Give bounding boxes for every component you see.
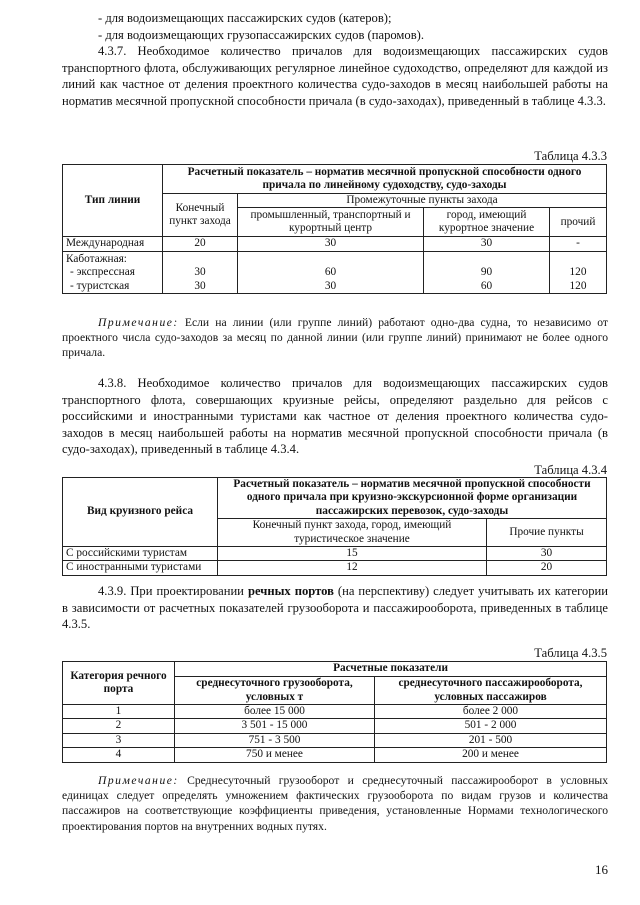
paragraph-4-3-7: 4.3.7. Необходимое количество причалов для водоизмещающих пассажирских судов транспортного флота, обслуживающих регулярное линейное судоходство, определяют для каждой из линий как частное от деления проектного количества судо-заходов в месяц наибольшей работы на норматив месячной пропускной способности причала (в судо-заходах), приведенный в таблице 4.3.3. [62,44,608,108]
header-main: Расчетный показатель – норматив месячной пропускной способности одного причала по линейному судоходству, судо-заходы [163,165,607,194]
table-row: Международная 20 30 30 - [63,237,607,251]
header-intermediate: Промежуточные пункты захода [238,194,607,208]
table-4-3-3 [62,164,607,294]
table-row: 3 751 - 3 500 201 - 500 [63,733,607,747]
table-row: С иностранными туристами 12 20 [63,561,607,575]
note-text: Среднесуточный грузооборот и среднесуточный пассажирооборот в условных единицах следует определять умножением фактических грузооборота по видам грузов и количества пассажиров на соответствующие коэффициенты приведения, установленные Нормами технологического проектирования портов на внутренних водных путях. [62,774,608,833]
table-caption: Таблица 4.3.3 [534,149,607,163]
header-final: Конечный пункт захода, город, имеющий туристическое значение [218,519,487,547]
note-1 [62,315,608,361]
header-final: Конечный пункт захода [163,194,238,237]
header-main: Расчетные показатели [175,662,607,677]
table-row: С российскими туристам 15 30 [63,547,607,561]
header-industrial: промышленный, транспортный и курортный центр [238,208,424,237]
header-cargo: среднесуточного грузооборота, условных т [175,677,375,705]
header-passenger: среднесуточного пассажирооборота, условных пассажиров [375,677,607,705]
paragraph-4-3-8: 4.3.8. Необходимое количество причалов для водоизмещающих пассажирских судов транспортного флота, совершающих круизные рейсы, определяют раздельно для рейсов с российскими и иностранными туристами как частное от деления проектного количества судо-заходов в месяц наибольшей работы на норматив месячной пропускной способности причала (в судо-заходах), приведенный в таблице 4.3.4. [62,376,608,457]
table-caption: Таблица 4.3.5 [534,646,607,660]
table-caption: Таблица 4.3.4 [534,463,607,477]
list-item: - для водоизмещающих пассажирских судов (катеров); [98,11,392,25]
header-cruise-kind: Вид круизного рейса [63,478,218,547]
header-line-type: Тип линии [63,165,163,237]
header-category: Категория речного порта [63,662,175,705]
table-row: 4 750 и менее 200 и менее [63,748,607,762]
note-2 [62,773,608,834]
paragraph-4-3-9: 4.3.9. При проектировании речных портов (на перспективу) следует учитывать их категории в зависимости от расчетных показателей грузооборота и пассажирооборота, приведенных в таблице 4.3.5. [62,584,608,632]
table-row: Каботажная: - экспрессная - туристская 30 30 60 30 90 60 120 120 [63,251,607,293]
note-label: Примечание: [98,774,179,787]
table-row: 2 3 501 - 15 000 501 - 2 000 [63,719,607,733]
table-4-3-5 [62,661,607,763]
header-other: прочий [550,208,607,237]
header-main: Расчетный показатель – норматив месячной пропускной способности одного причала при круизно-экскурсионной форме организации пассажирских перевозок, судо-заходы [218,478,607,519]
note-text: Если на линии (или группе линий) работают одно-два судна, то независимо от проектного числа судо-заходов за месяц по данной линии (или группе линий) принимают не более одного причала. [62,316,608,360]
list-item: - для водоизмещающих грузопассажирских судов (паромов). [98,28,424,42]
note-label: Примечание: [98,316,179,329]
page-number: 16 [595,862,608,877]
header-other: Прочие пункты [487,519,607,547]
table-4-3-4 [62,477,607,576]
header-city: город, имеющий курортное значение [424,208,550,237]
table-row: 1 более 15 000 более 2 000 [63,705,607,719]
